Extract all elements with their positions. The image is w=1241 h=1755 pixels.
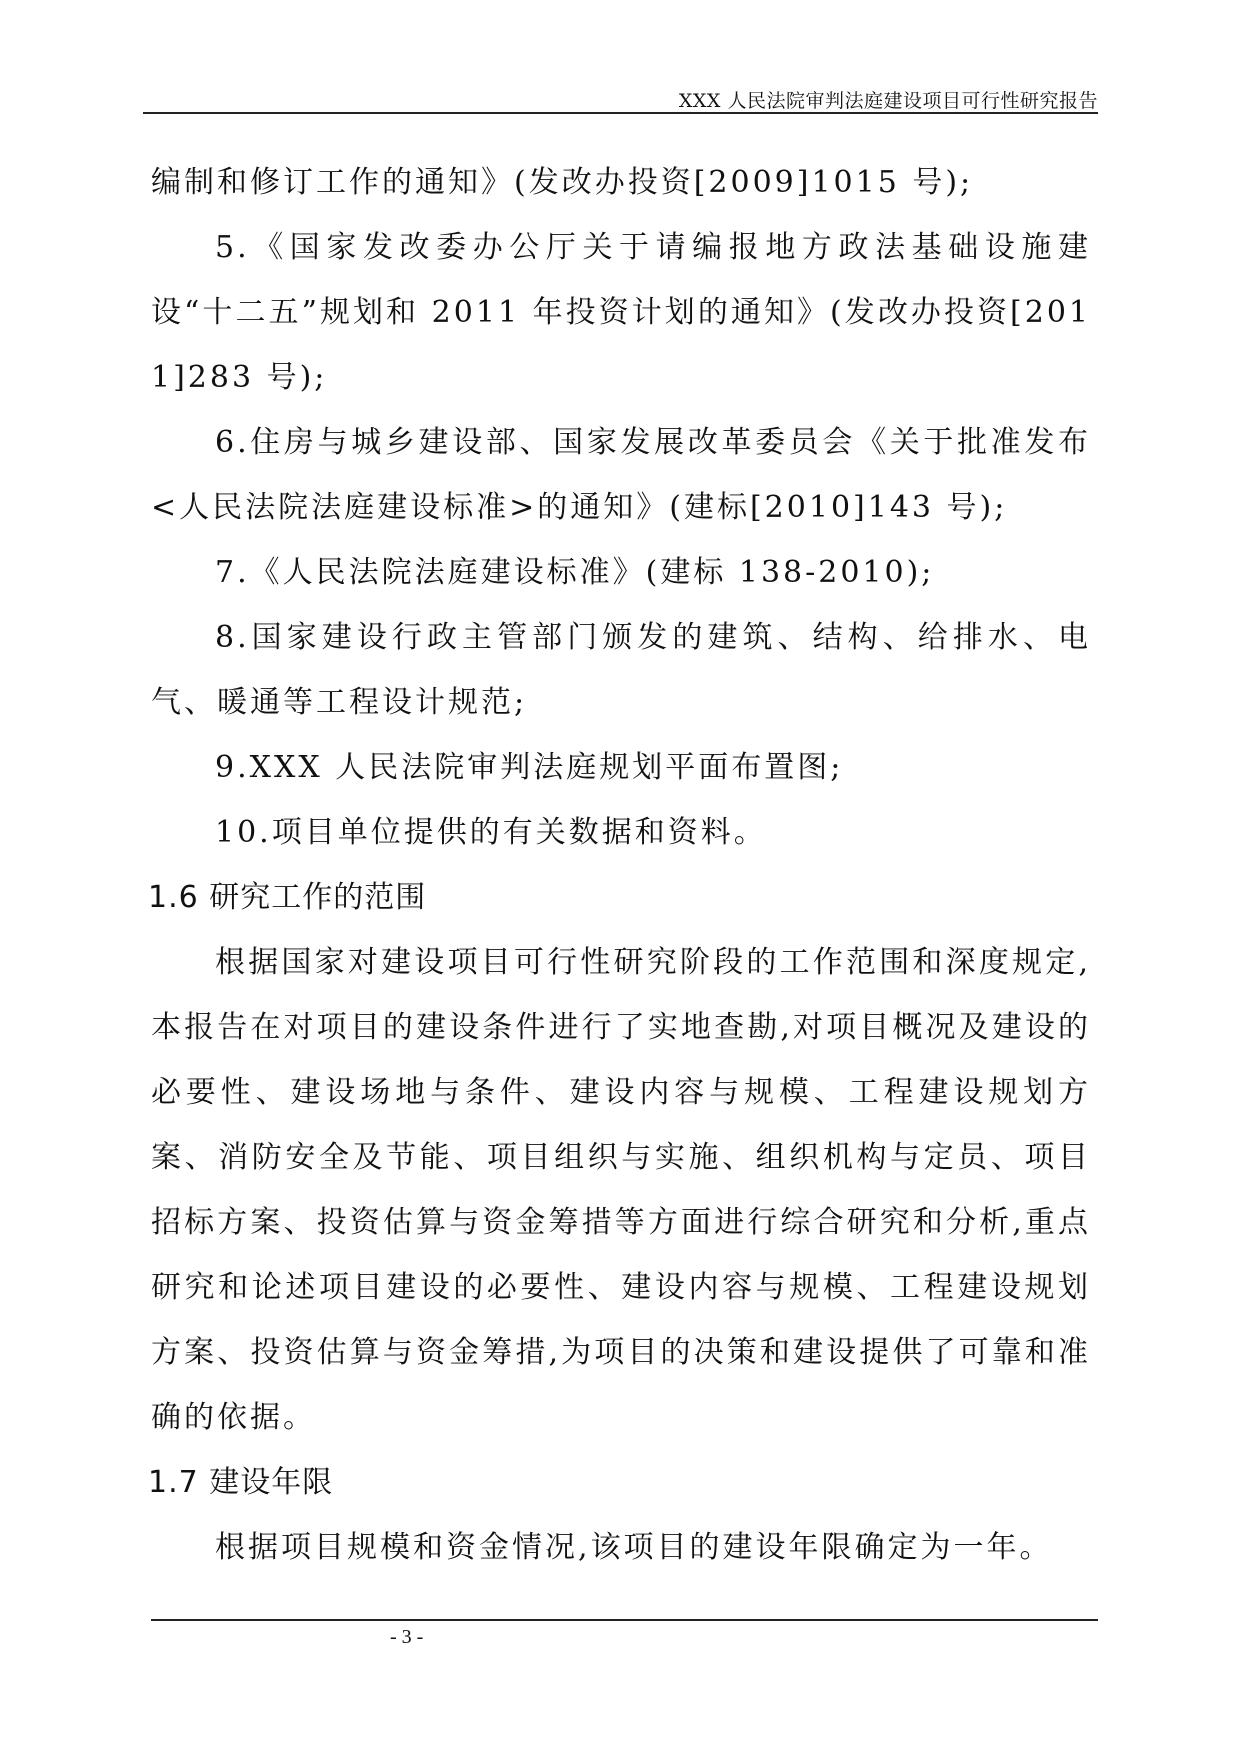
header-divider: [143, 112, 1098, 114]
list-item-6: 6.住房与城乡建设部、国家发展改革委员会《关于批准发布<人民法院法庭建设标准>的通知》(建标[2010]143 号);: [151, 425, 1091, 525]
footer-divider: [151, 1619, 1098, 1621]
body-text: [148, 150, 1091, 1580]
paragraph-construction-period: 根据项目规模和资金情况,该项目的建设年限确定为一年。: [215, 1530, 1053, 1565]
list-item-7: 7.《人民法院法庭建设标准》(建标 138-2010);: [215, 555, 935, 590]
section-heading-1-7: 1.7 建设年限: [148, 1465, 334, 1500]
list-item-5: 5.《国家发改委办公厅关于请编报地方政法基础设施建设“十二五”规划和 2011 年投资计划的通知》(发改办投资[2011]283 号);: [151, 230, 1091, 395]
paragraph-continuation: 编制和修订工作的通知》(发改办投资[2009]1015 号);: [151, 165, 974, 200]
list-item-9: 9.XXX 人民法院审判法庭规划平面布置图;: [215, 750, 844, 785]
page-number: - 3 -: [390, 1626, 424, 1648]
paragraph-research-scope: 根据国家对建设项目可行性研究阶段的工作范围和深度规定,本报告在对项目的建设条件进行了实地查勘,对项目概况及建设的必要性、建设场地与条件、建设内容与规模、工程建设规划方案、消防安全及节能、项目组织与实施、组织机构与定员、项目招标方案、投资估算与资金筹措等方面进行综合研究和分析,重点研究和论述项目建设的必要性、建设内容与规模、工程建设规划方案、投资估算与资金筹措,为项目的决策和建设提供了可靠和准确的依据。: [151, 945, 1091, 1435]
running-header-title: XXX 人民法院审判法庭建设项目可行性研究报告: [678, 90, 1098, 112]
section-heading-1-6: 1.6 研究工作的范围: [148, 880, 427, 915]
list-item-10: 10.项目单位提供的有关数据和资料。: [215, 815, 767, 850]
list-item-8: 8.国家建设行政主管部门颁发的建筑、结构、给排水、电气、暖通等工程设计规范;: [151, 620, 1091, 720]
